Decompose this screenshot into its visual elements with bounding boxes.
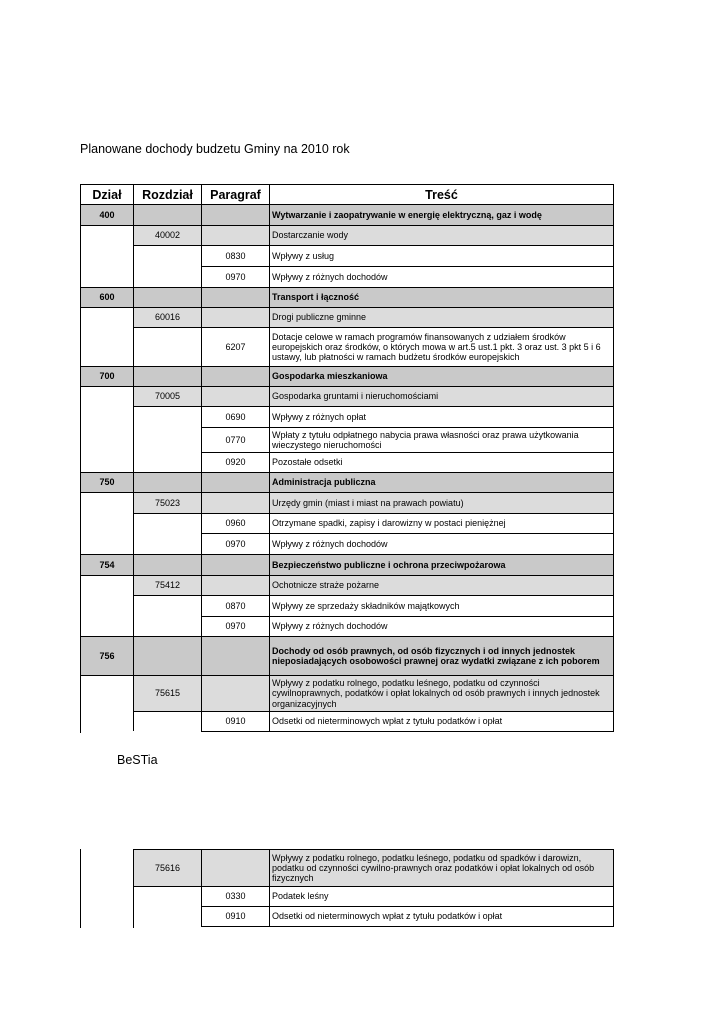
empty-cell [201, 287, 270, 308]
paragraf-name: Wpływy z różnych dochodów [269, 616, 614, 637]
empty-cell [201, 386, 270, 407]
empty-cell [201, 554, 270, 576]
paragraf-code: 0870 [201, 595, 270, 617]
column-divider [133, 849, 134, 928]
paragraf-name: Wpływy z usług [269, 245, 614, 267]
empty-cell [201, 225, 270, 246]
rozdzial-name: Ochotnicze straże pożarne [269, 575, 614, 596]
paragraf-code: 0970 [201, 533, 270, 555]
dzial-name: Gospodarka mieszkaniowa [269, 366, 614, 387]
empty-cell [201, 472, 270, 493]
footer-label: BeSTia [117, 753, 158, 767]
paragraf-name: Wpływy z różnych dochodów [269, 533, 614, 555]
table-left-border [80, 849, 81, 928]
empty-cell [201, 849, 270, 887]
rozdzial-name: Wpływy z podatku rolnego, podatku leśnego, podatku od czynności cywilnoprawnych, podatków i opłat lokalnych od osób prawnych i innych jednostek organizacyjnych [269, 675, 614, 712]
rozdzial-code: 60016 [133, 307, 202, 328]
empty-cell [133, 204, 202, 226]
paragraf-name: Odsetki od nieterminowych wpłat z tytułu podatków i opłat [269, 711, 614, 732]
rozdzial-name: Gospodarka gruntami i nieruchomościami [269, 386, 614, 407]
dzial-name: Dochody od osób prawnych, od osób fizycznych i od innych jednostek nieposiadających osobowości prawnej oraz wydatki związane z ich poborem [269, 636, 614, 676]
paragraf-name: Wpływy z różnych dochodów [269, 266, 614, 288]
paragraf-name: Otrzymane spadki, zapisy i darowizny w postaci pieniężnej [269, 513, 614, 534]
paragraf-code: 0910 [201, 711, 270, 732]
rozdzial-name: Dostarczanie wody [269, 225, 614, 246]
rozdzial-code: 75412 [133, 575, 202, 596]
paragraf-code: 6207 [201, 327, 270, 367]
header-dzial: Dział [80, 184, 134, 205]
empty-cell [133, 287, 202, 308]
header-rozdzial: Rozdział [133, 184, 202, 205]
dzial-name: Transport i łączność [269, 287, 614, 308]
paragraf-code: 0920 [201, 452, 270, 473]
paragraf-name: Dotacje celowe w ramach programów finansowanych z udziałem środków europejskich oraz środków, o których mowa w art.5 ust.1 pkt. 3 oraz ust. 3 pkt 5 i 6 ustawy, lub płatności w ramach budżetu środków europejskich [269, 327, 614, 367]
empty-cell [201, 204, 270, 226]
rozdzial-name: Urzędy gmin (miast i miast na prawach powiatu) [269, 492, 614, 514]
paragraf-code: 0910 [201, 906, 270, 927]
rozdzial-name: Wpływy z podatku rolnego, podatku leśnego, podatku od spadków i darowizn, podatku od czynności cywilno-prawnych oraz podatków i opłat lokalnych od osób fizycznych [269, 849, 614, 887]
rozdzial-name: Drogi publiczne gminne [269, 307, 614, 328]
rozdzial-code: 40002 [133, 225, 202, 246]
paragraf-name: Podatek leśny [269, 886, 614, 907]
empty-cell [201, 636, 270, 676]
paragraf-name: Pozostałe odsetki [269, 452, 614, 473]
dzial-code: 400 [80, 204, 134, 226]
dzial-code: 600 [80, 287, 134, 308]
dzial-code: 756 [80, 636, 134, 676]
dzial-code: 754 [80, 554, 134, 576]
paragraf-code: 0770 [201, 427, 270, 453]
column-divider [201, 886, 202, 926]
empty-cell [133, 366, 202, 387]
rozdzial-code: 70005 [133, 386, 202, 407]
header-tresc: Treść [269, 184, 614, 205]
empty-cell [201, 366, 270, 387]
dzial-name: Wytwarzanie i zaopatrywanie w energię elektryczną, gaz i wodę [269, 204, 614, 226]
paragraf-code: 0970 [201, 616, 270, 637]
paragraf-code: 0830 [201, 245, 270, 267]
paragraf-code: 0970 [201, 266, 270, 288]
paragraf-name: Wpłaty z tytułu odpłatnego nabycia prawa własności oraz prawa użytkowania wieczystego nieruchomości [269, 427, 614, 453]
dzial-code: 750 [80, 472, 134, 493]
empty-cell [201, 575, 270, 596]
paragraf-code: 0690 [201, 406, 270, 428]
paragraf-name: Odsetki od nieterminowych wpłat z tytułu podatków i opłat [269, 906, 614, 927]
header-paragraf: Paragraf [201, 184, 270, 205]
table-left-border [80, 204, 81, 733]
empty-cell [133, 472, 202, 493]
rozdzial-code: 75616 [133, 849, 202, 887]
empty-cell [133, 554, 202, 576]
dzial-name: Administracja publiczna [269, 472, 614, 493]
paragraf-code: 0330 [201, 886, 270, 907]
dzial-name: Bezpieczeństwo publiczne i ochrona przeciwpożarowa [269, 554, 614, 576]
empty-cell [201, 675, 270, 712]
dzial-code: 700 [80, 366, 134, 387]
paragraf-name: Wpływy ze sprzedaży składników majątkowych [269, 595, 614, 617]
column-divider [133, 225, 134, 731]
empty-cell [133, 636, 202, 676]
column-divider [201, 245, 202, 731]
empty-cell [201, 307, 270, 328]
paragraf-code: 0960 [201, 513, 270, 534]
document-title: Planowane dochody budzetu Gminy na 2010 rok [80, 142, 350, 156]
rozdzial-code: 75615 [133, 675, 202, 712]
empty-cell [201, 492, 270, 514]
rozdzial-code: 75023 [133, 492, 202, 514]
paragraf-name: Wpływy z różnych opłat [269, 406, 614, 428]
